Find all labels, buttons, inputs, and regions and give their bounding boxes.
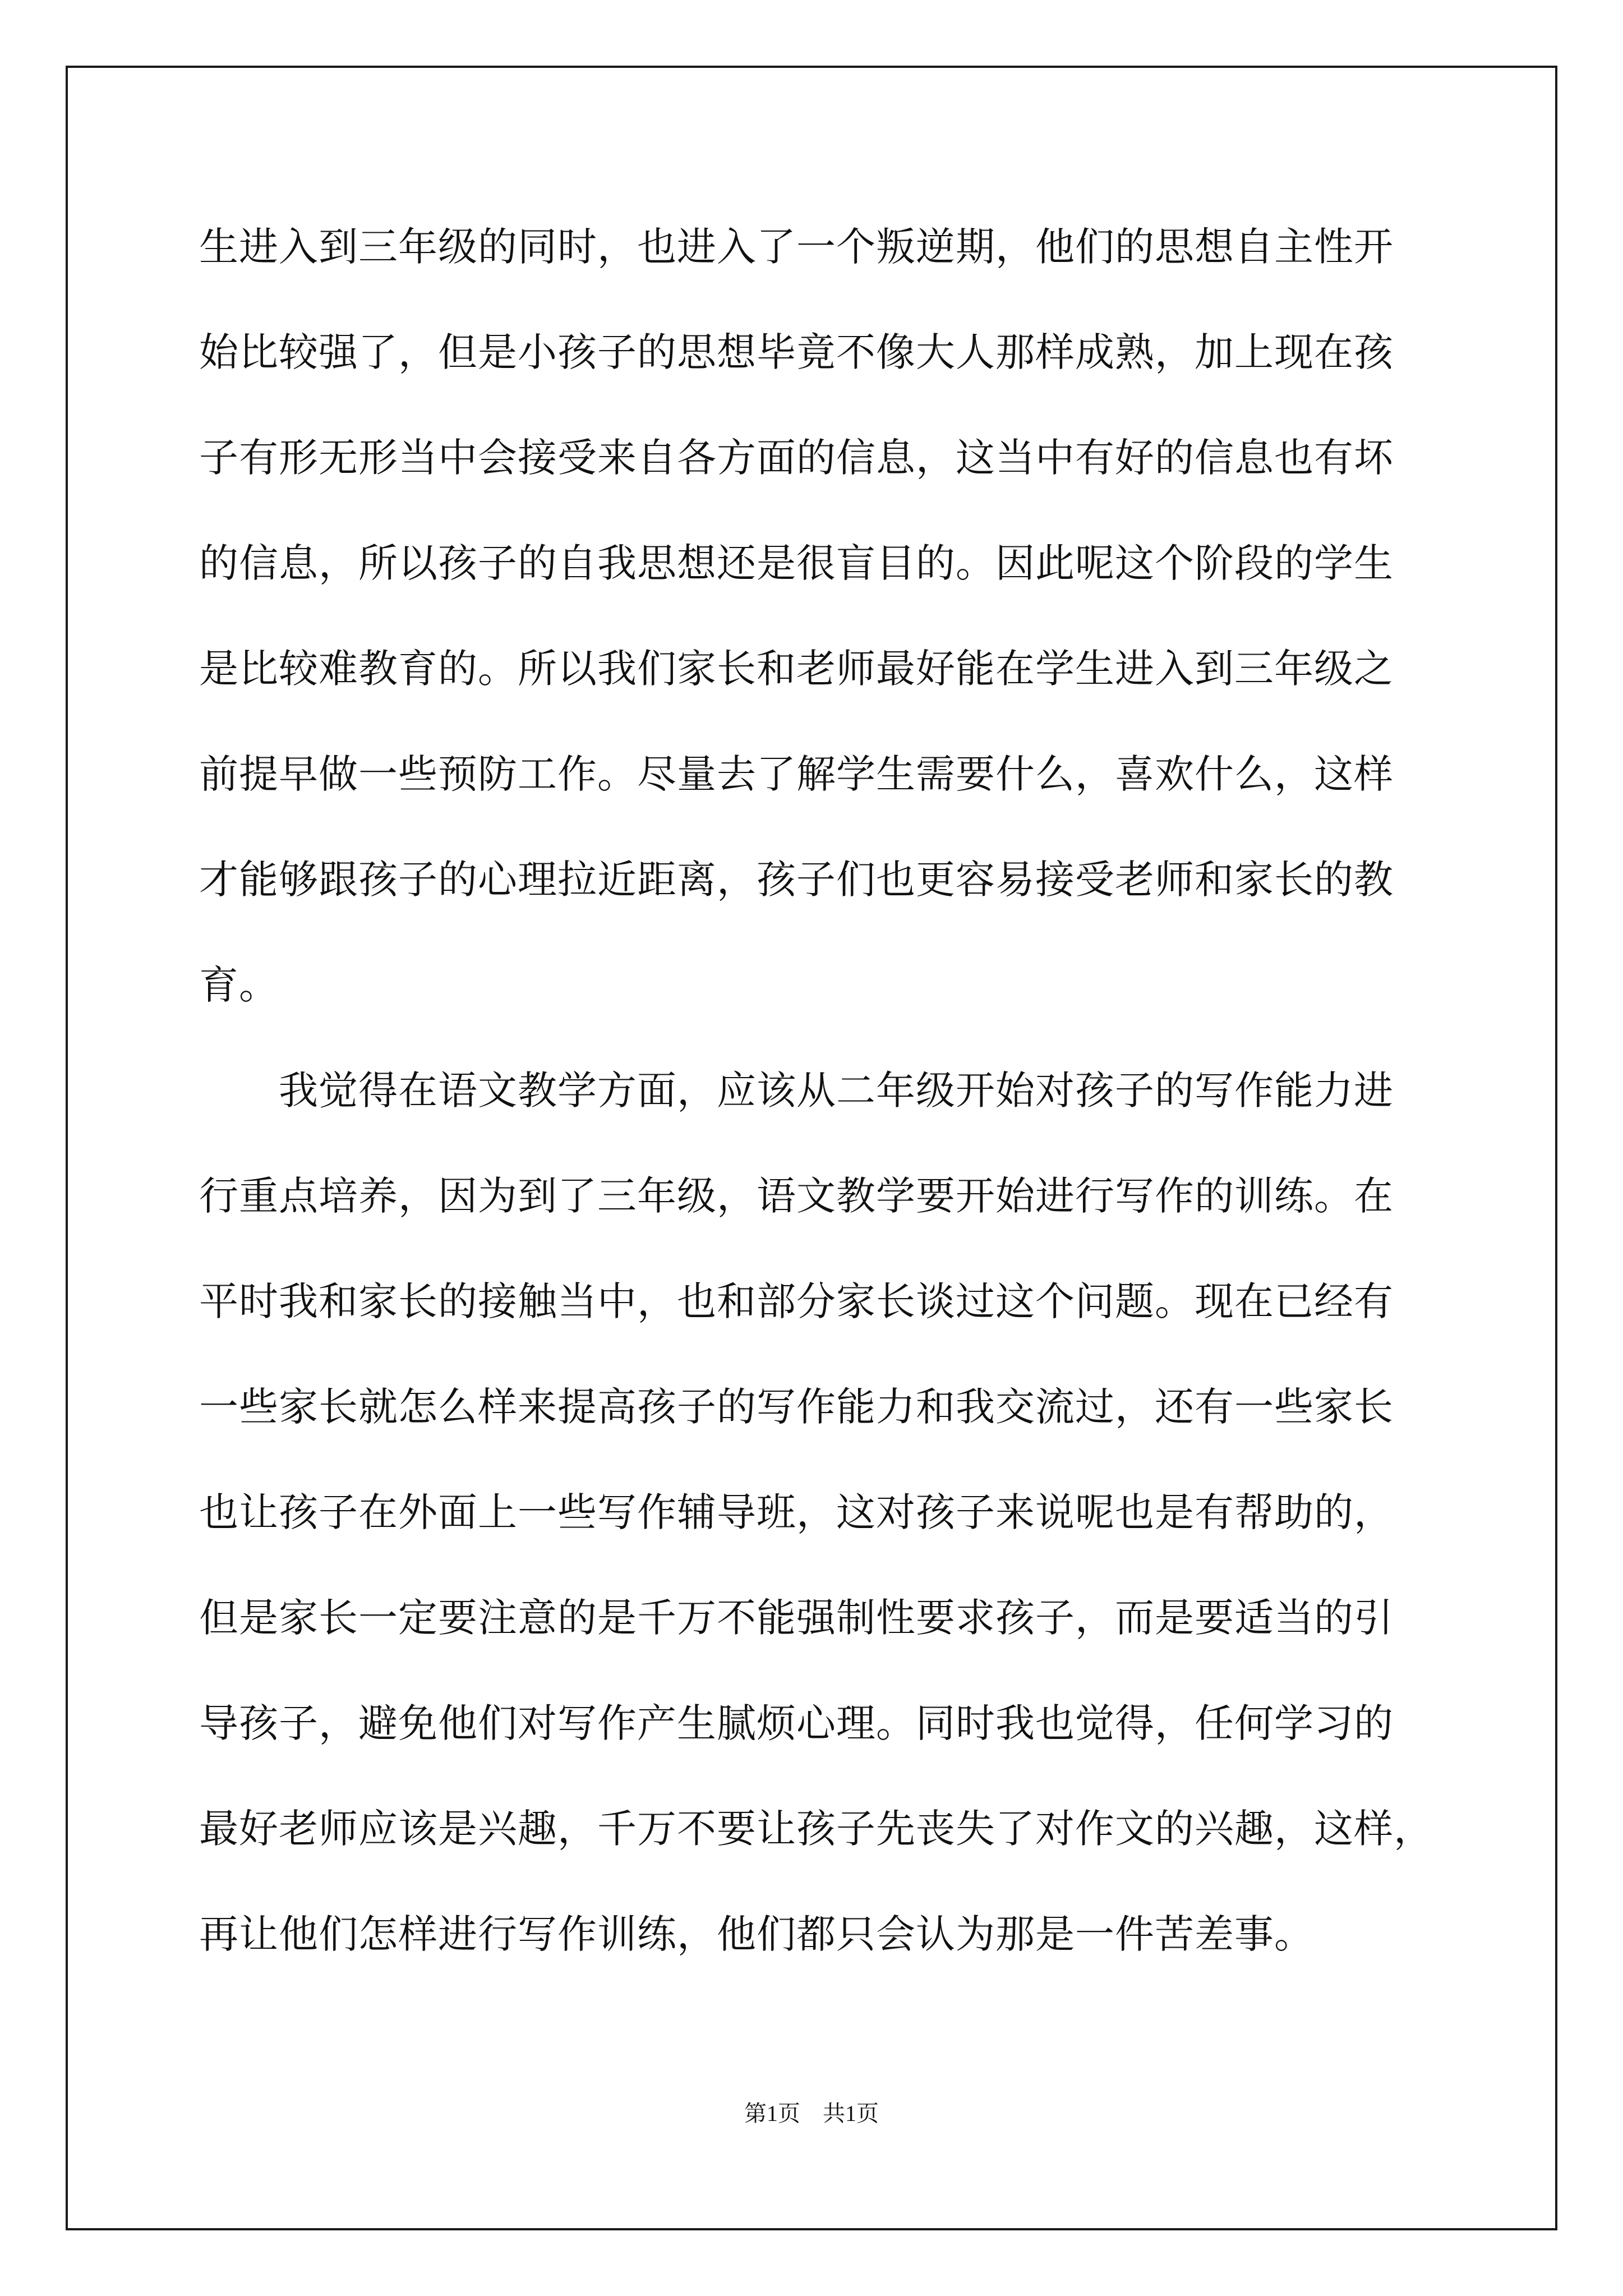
text-line: 最好老师应该是兴趣，千万不要让孩子先丧失了对作文的兴趣，这样， [199, 1806, 1433, 1852]
text-line: 平时我和家长的接触当中，也和部分家长谈过这个问题。现在已经有 [199, 1278, 1394, 1324]
text-line: 才能够跟孩子的心理拉近距离，孩子们也更容易接受老师和家长的教 [199, 857, 1394, 903]
text-line: 行重点培养，因为到了三年级，语文教学要开始进行写作的训练。在 [199, 1173, 1394, 1219]
text-line: 是比较难教育的。所以我们家长和老师最好能在学生进入到三年级之 [199, 646, 1394, 692]
text-line: 我觉得在语文教学方面，应该从二年级开始对孩子的写作能力进 [199, 1068, 1394, 1114]
text-line: 也让孩子在外面上一些写作辅导班，这对孩子来说呢也是有帮助的， [199, 1489, 1394, 1535]
text-line: 前提早做一些预防工作。尽量去了解学生需要什么，喜欢什么，这样 [199, 751, 1394, 797]
text-line: 的信息，所以孩子的自我思想还是很盲目的。因此呢这个阶段的学生 [199, 540, 1394, 586]
text-line: 子有形无形当中会接受来自各方面的信息，这当中有好的信息也有坏 [199, 435, 1394, 481]
text-line: 导孩子，避免他们对写作产生腻烦心理。同时我也觉得，任何学习的 [199, 1700, 1394, 1746]
text-line: 育。 [199, 962, 279, 1008]
text-line: 再让他们怎样进行写作训练，他们都只会认为那是一件苦差事。 [199, 1911, 1314, 1957]
page-footer: 第1页 共1页 [744, 2101, 879, 2126]
text-line: 始比较强了，但是小孩子的思想毕竟不像大人那样成熟，加上现在孩 [199, 329, 1394, 375]
text-line: 一些家长就怎么样来提高孩子的写作能力和我交流过，还有一些家长 [199, 1384, 1394, 1430]
text-line: 但是家长一定要注意的是千万不能强制性要求孩子，而是要适当的引 [199, 1595, 1394, 1641]
text-line: 生进入到三年级的同时，也进入了一个叛逆期，他们的思想自主性开 [199, 224, 1394, 270]
